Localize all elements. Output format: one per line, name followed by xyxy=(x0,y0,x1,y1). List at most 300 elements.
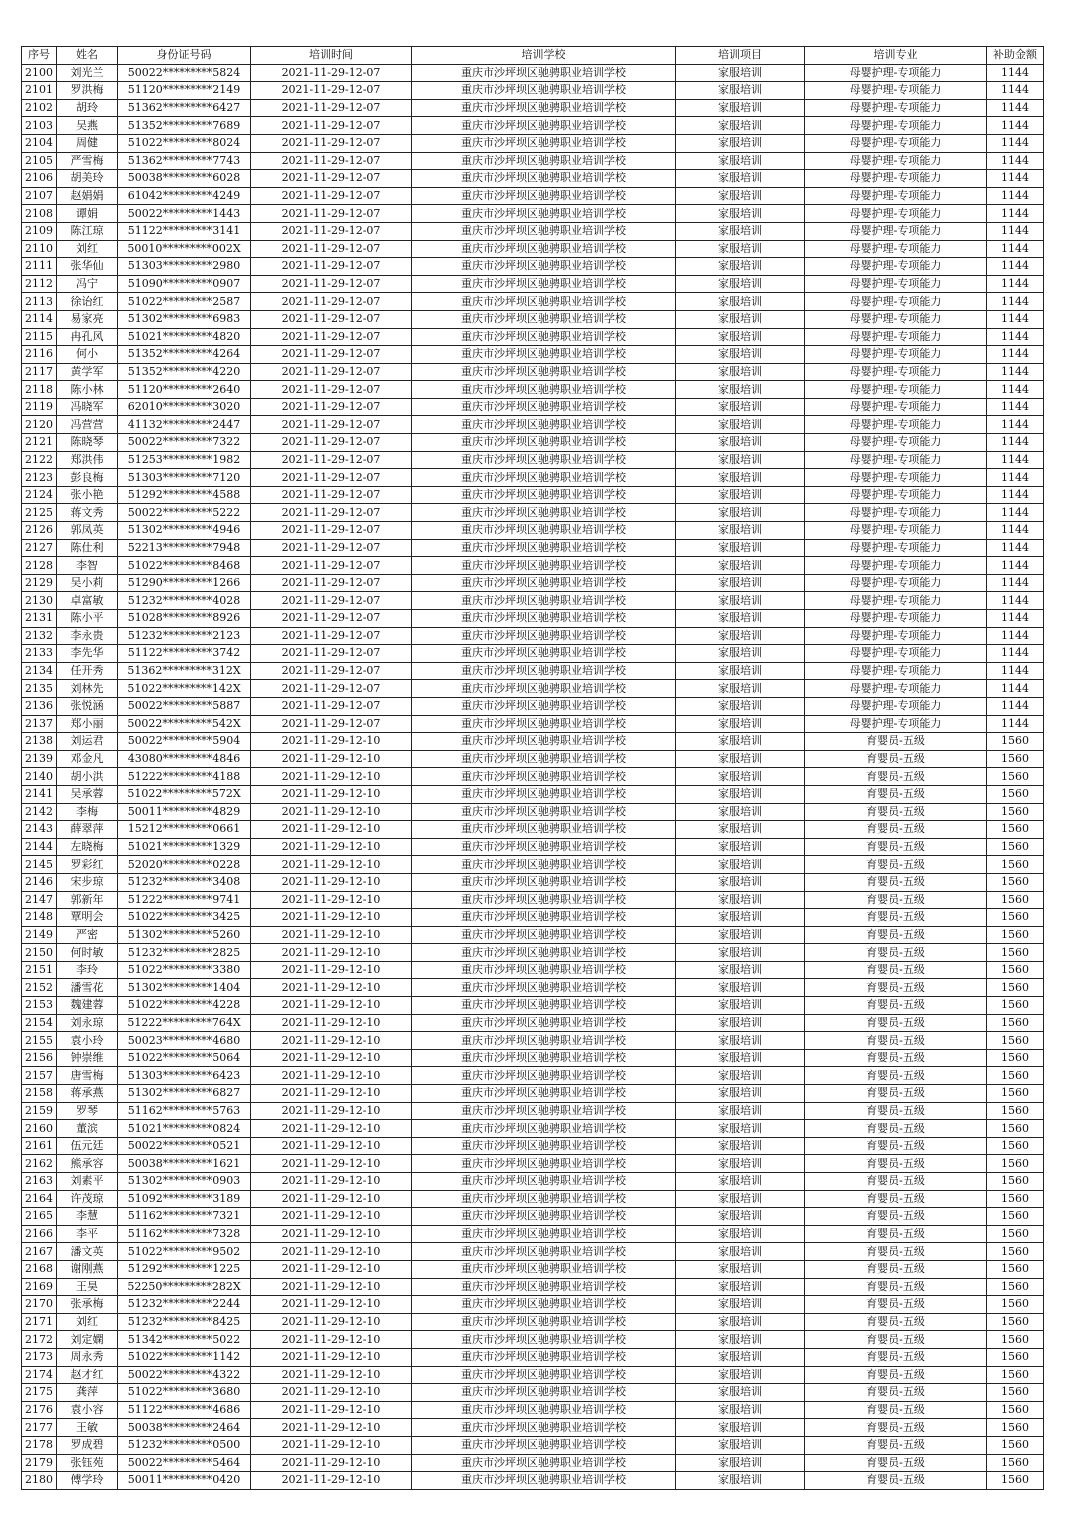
cell-index: 2120 xyxy=(22,416,57,434)
cell-name: 宋步琼 xyxy=(57,873,118,891)
cell-training-school: 重庆市沙坪坝区驰骋职业培训学校 xyxy=(412,610,676,628)
cell-name: 刘运君 xyxy=(57,733,118,751)
table-row xyxy=(22,205,1044,223)
cell-training-school: 重庆市沙坪坝区驰骋职业培训学校 xyxy=(412,680,676,698)
cell-training-project: 家服培训 xyxy=(676,1296,805,1314)
cell-id-number: 51253*********1982 xyxy=(118,451,251,469)
cell-training-major: 育婴员-五级 xyxy=(805,1419,987,1437)
cell-training-major: 育婴员-五级 xyxy=(805,1120,987,1138)
cell-training-major: 母婴护理-专项能力 xyxy=(805,522,987,540)
cell-id-number: 51303*********7120 xyxy=(118,469,251,487)
cell-training-school: 重庆市沙坪坝区驰骋职业培训学校 xyxy=(412,1384,676,1402)
cell-name: 郑小丽 xyxy=(57,715,118,733)
cell-index: 2180 xyxy=(22,1472,57,1490)
table-row xyxy=(22,1137,1044,1155)
cell-name: 卓富敏 xyxy=(57,592,118,610)
cell-training-school: 重庆市沙坪坝区驰骋职业培训学校 xyxy=(412,1296,676,1314)
cell-training-project: 家服培训 xyxy=(676,363,805,381)
cell-training-school: 重庆市沙坪坝区驰骋职业培训学校 xyxy=(412,645,676,663)
header-training-major: 培训专业 xyxy=(805,47,987,65)
cell-training-project: 家服培训 xyxy=(676,99,805,117)
cell-training-project: 家服培训 xyxy=(676,1173,805,1191)
cell-subsidy-amount: 1560 xyxy=(987,1401,1044,1419)
cell-training-major: 育婴员-五级 xyxy=(805,909,987,927)
cell-training-project: 家服培训 xyxy=(676,838,805,856)
cell-subsidy-amount: 1560 xyxy=(987,1173,1044,1191)
cell-subsidy-amount: 1560 xyxy=(987,1296,1044,1314)
table-row xyxy=(22,574,1044,592)
cell-id-number: 51362*********7743 xyxy=(118,152,251,170)
cell-name: 冯晓军 xyxy=(57,398,118,416)
cell-index: 2177 xyxy=(22,1419,57,1437)
cell-training-time: 2021-11-29-12-07 xyxy=(251,363,412,381)
cell-index: 2121 xyxy=(22,434,57,452)
cell-training-project: 家服培训 xyxy=(676,1155,805,1173)
cell-id-number: 51302*********0903 xyxy=(118,1173,251,1191)
cell-training-major: 母婴护理-专项能力 xyxy=(805,715,987,733)
cell-training-project: 家服培训 xyxy=(676,1436,805,1454)
table-row xyxy=(22,909,1044,927)
cell-training-project: 家服培训 xyxy=(676,715,805,733)
cell-subsidy-amount: 1560 xyxy=(987,803,1044,821)
cell-name: 谭娟 xyxy=(57,205,118,223)
table-row xyxy=(22,275,1044,293)
cell-id-number: 51022*********8024 xyxy=(118,134,251,152)
cell-name: 李平 xyxy=(57,1225,118,1243)
cell-training-major: 母婴护理-专项能力 xyxy=(805,592,987,610)
cell-index: 2154 xyxy=(22,1014,57,1032)
cell-name: 吴承蓉 xyxy=(57,785,118,803)
cell-training-project: 家服培训 xyxy=(676,346,805,364)
cell-training-project: 家服培训 xyxy=(676,381,805,399)
cell-index: 2152 xyxy=(22,979,57,997)
cell-training-time: 2021-11-29-12-07 xyxy=(251,522,412,540)
cell-training-project: 家服培训 xyxy=(676,733,805,751)
cell-training-time: 2021-11-29-12-07 xyxy=(251,610,412,628)
cell-index: 2147 xyxy=(22,891,57,909)
cell-training-time: 2021-11-29-12-07 xyxy=(251,434,412,452)
cell-subsidy-amount: 1144 xyxy=(987,715,1044,733)
cell-id-number: 51222*********764X xyxy=(118,1014,251,1032)
cell-subsidy-amount: 1560 xyxy=(987,1419,1044,1437)
cell-training-project: 家服培训 xyxy=(676,856,805,874)
cell-training-major: 育婴员-五级 xyxy=(805,1296,987,1314)
cell-training-school: 重庆市沙坪坝区驰骋职业培训学校 xyxy=(412,1454,676,1472)
cell-training-school: 重庆市沙坪坝区驰骋职业培训学校 xyxy=(412,504,676,522)
cell-subsidy-amount: 1560 xyxy=(987,1102,1044,1120)
cell-training-school: 重庆市沙坪坝区驰骋职业培训学校 xyxy=(412,275,676,293)
table-row xyxy=(22,258,1044,276)
cell-subsidy-amount: 1560 xyxy=(987,1472,1044,1490)
cell-training-major: 母婴护理-专项能力 xyxy=(805,451,987,469)
cell-training-time: 2021-11-29-12-07 xyxy=(251,504,412,522)
table-row xyxy=(22,1296,1044,1314)
cell-index: 2175 xyxy=(22,1384,57,1402)
cell-training-school: 重庆市沙坪坝区驰骋职业培训学校 xyxy=(412,961,676,979)
cell-name: 周健 xyxy=(57,134,118,152)
cell-id-number: 51303*********6423 xyxy=(118,1067,251,1085)
cell-subsidy-amount: 1560 xyxy=(987,733,1044,751)
table-row xyxy=(22,873,1044,891)
table-row xyxy=(22,1243,1044,1261)
cell-id-number: 50022*********4322 xyxy=(118,1366,251,1384)
table-row xyxy=(22,398,1044,416)
cell-id-number: 51232*********3408 xyxy=(118,873,251,891)
cell-training-school: 重庆市沙坪坝区驰骋职业培训学校 xyxy=(412,82,676,100)
cell-training-school: 重庆市沙坪坝区驰骋职业培训学校 xyxy=(412,1401,676,1419)
cell-subsidy-amount: 1560 xyxy=(987,1366,1044,1384)
cell-index: 2106 xyxy=(22,170,57,188)
cell-subsidy-amount: 1560 xyxy=(987,1120,1044,1138)
cell-subsidy-amount: 1144 xyxy=(987,592,1044,610)
cell-subsidy-amount: 1144 xyxy=(987,504,1044,522)
cell-index: 2126 xyxy=(22,522,57,540)
cell-training-school: 重庆市沙坪坝区驰骋职业培训学校 xyxy=(412,1313,676,1331)
cell-id-number: 51022*********4228 xyxy=(118,997,251,1015)
cell-training-school: 重庆市沙坪坝区驰骋职业培训学校 xyxy=(412,293,676,311)
cell-id-number: 51232*********4028 xyxy=(118,592,251,610)
cell-name: 潘文英 xyxy=(57,1243,118,1261)
cell-index: 2167 xyxy=(22,1243,57,1261)
cell-training-time: 2021-11-29-12-10 xyxy=(251,1014,412,1032)
cell-subsidy-amount: 1560 xyxy=(987,997,1044,1015)
cell-training-project: 家服培训 xyxy=(676,1049,805,1067)
cell-training-major: 母婴护理-专项能力 xyxy=(805,486,987,504)
table-row xyxy=(22,504,1044,522)
cell-training-project: 家服培训 xyxy=(676,1120,805,1138)
table-row xyxy=(22,610,1044,628)
cell-training-major: 母婴护理-专项能力 xyxy=(805,697,987,715)
cell-name: 彭良梅 xyxy=(57,469,118,487)
cell-id-number: 51092*********3189 xyxy=(118,1190,251,1208)
cell-name: 许茂琼 xyxy=(57,1190,118,1208)
cell-training-school: 重庆市沙坪坝区驰骋职业培训学校 xyxy=(412,1366,676,1384)
table-row xyxy=(22,522,1044,540)
table-row xyxy=(22,997,1044,1015)
cell-index: 2150 xyxy=(22,944,57,962)
cell-id-number: 50022*********0521 xyxy=(118,1137,251,1155)
cell-training-school: 重庆市沙坪坝区驰骋职业培训学校 xyxy=(412,416,676,434)
cell-name: 吴燕 xyxy=(57,117,118,135)
table-row xyxy=(22,1260,1044,1278)
header-id-number: 身份证号码 xyxy=(118,47,251,65)
cell-id-number: 50022*********542X xyxy=(118,715,251,733)
cell-id-number: 51022*********8468 xyxy=(118,557,251,575)
cell-training-time: 2021-11-29-12-10 xyxy=(251,1278,412,1296)
cell-training-school: 重庆市沙坪坝区驰骋职业培训学校 xyxy=(412,152,676,170)
cell-index: 2124 xyxy=(22,486,57,504)
cell-index: 2164 xyxy=(22,1190,57,1208)
cell-training-major: 育婴员-五级 xyxy=(805,979,987,997)
cell-training-time: 2021-11-29-12-07 xyxy=(251,469,412,487)
cell-training-project: 家服培训 xyxy=(676,1331,805,1349)
cell-training-school: 重庆市沙坪坝区驰骋职业培训学校 xyxy=(412,346,676,364)
cell-index: 2118 xyxy=(22,381,57,399)
cell-training-time: 2021-11-29-12-10 xyxy=(251,1067,412,1085)
table-row xyxy=(22,328,1044,346)
cell-training-major: 育婴员-五级 xyxy=(805,1348,987,1366)
cell-training-major: 母婴护理-专项能力 xyxy=(805,363,987,381)
cell-training-project: 家服培训 xyxy=(676,469,805,487)
cell-training-major: 育婴员-五级 xyxy=(805,1208,987,1226)
cell-training-project: 家服培训 xyxy=(676,961,805,979)
cell-name: 冉孔风 xyxy=(57,328,118,346)
cell-training-time: 2021-11-29-12-07 xyxy=(251,187,412,205)
cell-training-project: 家服培训 xyxy=(676,979,805,997)
cell-training-time: 2021-11-29-12-07 xyxy=(251,486,412,504)
cell-training-project: 家服培训 xyxy=(676,926,805,944)
cell-training-time: 2021-11-29-12-07 xyxy=(251,240,412,258)
cell-subsidy-amount: 1560 xyxy=(987,1260,1044,1278)
cell-training-major: 育婴员-五级 xyxy=(805,1331,987,1349)
cell-training-time: 2021-11-29-12-07 xyxy=(251,170,412,188)
cell-training-project: 家服培训 xyxy=(676,750,805,768)
cell-subsidy-amount: 1560 xyxy=(987,1085,1044,1103)
cell-training-school: 重庆市沙坪坝区驰骋职业培训学校 xyxy=(412,522,676,540)
cell-training-project: 家服培训 xyxy=(676,293,805,311)
cell-training-project: 家服培训 xyxy=(676,486,805,504)
table-row xyxy=(22,363,1044,381)
cell-training-time: 2021-11-29-12-10 xyxy=(251,1120,412,1138)
cell-index: 2115 xyxy=(22,328,57,346)
cell-id-number: 62010*********3020 xyxy=(118,398,251,416)
cell-training-major: 育婴员-五级 xyxy=(805,785,987,803)
cell-training-project: 家服培训 xyxy=(676,1085,805,1103)
cell-id-number: 51302*********5260 xyxy=(118,926,251,944)
cell-subsidy-amount: 1560 xyxy=(987,944,1044,962)
cell-training-project: 家服培训 xyxy=(676,258,805,276)
cell-training-time: 2021-11-29-12-07 xyxy=(251,592,412,610)
cell-id-number: 51162*********7321 xyxy=(118,1208,251,1226)
table-row xyxy=(22,891,1044,909)
cell-index: 2162 xyxy=(22,1155,57,1173)
cell-training-major: 育婴员-五级 xyxy=(805,1366,987,1384)
cell-training-time: 2021-11-29-12-10 xyxy=(251,1032,412,1050)
cell-subsidy-amount: 1144 xyxy=(987,170,1044,188)
cell-id-number: 51022*********9502 xyxy=(118,1243,251,1261)
cell-training-school: 重庆市沙坪坝区驰骋职业培训学校 xyxy=(412,1472,676,1490)
cell-id-number: 50038*********6028 xyxy=(118,170,251,188)
table-body xyxy=(22,64,1044,1489)
cell-training-time: 2021-11-29-12-07 xyxy=(251,346,412,364)
cell-name: 李慧 xyxy=(57,1208,118,1226)
cell-training-major: 母婴护理-专项能力 xyxy=(805,346,987,364)
cell-subsidy-amount: 1560 xyxy=(987,979,1044,997)
cell-training-time: 2021-11-29-12-10 xyxy=(251,785,412,803)
cell-name: 陈仕利 xyxy=(57,539,118,557)
cell-subsidy-amount: 1144 xyxy=(987,187,1044,205)
cell-index: 2103 xyxy=(22,117,57,135)
cell-training-major: 育婴员-五级 xyxy=(805,1225,987,1243)
cell-training-major: 母婴护理-专项能力 xyxy=(805,469,987,487)
cell-training-major: 育婴员-五级 xyxy=(805,1436,987,1454)
cell-index: 2138 xyxy=(22,733,57,751)
cell-subsidy-amount: 1144 xyxy=(987,697,1044,715)
cell-subsidy-amount: 1560 xyxy=(987,909,1044,927)
cell-training-major: 育婴员-五级 xyxy=(805,733,987,751)
table-row xyxy=(22,680,1044,698)
cell-id-number: 50022*********5904 xyxy=(118,733,251,751)
cell-training-time: 2021-11-29-12-07 xyxy=(251,222,412,240)
cell-subsidy-amount: 1560 xyxy=(987,1384,1044,1402)
cell-training-school: 重庆市沙坪坝区驰骋职业培训学校 xyxy=(412,557,676,575)
cell-training-project: 家服培训 xyxy=(676,891,805,909)
cell-training-time: 2021-11-29-12-07 xyxy=(251,328,412,346)
table-row xyxy=(22,82,1044,100)
cell-training-project: 家服培训 xyxy=(676,557,805,575)
cell-id-number: 50022*********5464 xyxy=(118,1454,251,1472)
cell-training-major: 育婴员-五级 xyxy=(805,891,987,909)
cell-id-number: 51022*********3680 xyxy=(118,1384,251,1402)
cell-name: 刘林先 xyxy=(57,680,118,698)
cell-training-project: 家服培训 xyxy=(676,205,805,223)
cell-name: 任开秀 xyxy=(57,662,118,680)
cell-subsidy-amount: 1144 xyxy=(987,64,1044,82)
cell-training-major: 育婴员-五级 xyxy=(805,1384,987,1402)
cell-training-major: 母婴护理-专项能力 xyxy=(805,310,987,328)
cell-subsidy-amount: 1560 xyxy=(987,926,1044,944)
cell-training-major: 母婴护理-专项能力 xyxy=(805,398,987,416)
cell-index: 2130 xyxy=(22,592,57,610)
cell-training-project: 家服培训 xyxy=(676,821,805,839)
cell-name: 袁小容 xyxy=(57,1401,118,1419)
cell-id-number: 51302*********1404 xyxy=(118,979,251,997)
cell-training-school: 重庆市沙坪坝区驰骋职业培训学校 xyxy=(412,205,676,223)
cell-training-project: 家服培训 xyxy=(676,539,805,557)
cell-index: 2127 xyxy=(22,539,57,557)
cell-name: 黄学军 xyxy=(57,363,118,381)
cell-training-school: 重庆市沙坪坝区驰骋职业培训学校 xyxy=(412,733,676,751)
cell-training-time: 2021-11-29-12-10 xyxy=(251,909,412,927)
cell-index: 2169 xyxy=(22,1278,57,1296)
cell-name: 袁小玲 xyxy=(57,1032,118,1050)
cell-training-major: 母婴护理-专项能力 xyxy=(805,258,987,276)
cell-training-school: 重庆市沙坪坝区驰骋职业培训学校 xyxy=(412,240,676,258)
cell-training-project: 家服培训 xyxy=(676,873,805,891)
cell-training-major: 育婴员-五级 xyxy=(805,856,987,874)
cell-id-number: 51022*********2587 xyxy=(118,293,251,311)
cell-subsidy-amount: 1144 xyxy=(987,398,1044,416)
cell-training-time: 2021-11-29-12-07 xyxy=(251,381,412,399)
table-row xyxy=(22,838,1044,856)
cell-training-major: 育婴员-五级 xyxy=(805,873,987,891)
table-row xyxy=(22,1155,1044,1173)
cell-id-number: 51292*********1225 xyxy=(118,1260,251,1278)
cell-id-number: 51302*********6983 xyxy=(118,310,251,328)
cell-index: 2137 xyxy=(22,715,57,733)
cell-training-project: 家服培训 xyxy=(676,222,805,240)
cell-subsidy-amount: 1144 xyxy=(987,469,1044,487)
cell-training-time: 2021-11-29-12-10 xyxy=(251,733,412,751)
cell-subsidy-amount: 1560 xyxy=(987,1190,1044,1208)
cell-index: 2101 xyxy=(22,82,57,100)
cell-subsidy-amount: 1144 xyxy=(987,486,1044,504)
cell-training-project: 家服培训 xyxy=(676,170,805,188)
cell-name: 罗成碧 xyxy=(57,1436,118,1454)
cell-subsidy-amount: 1144 xyxy=(987,627,1044,645)
cell-subsidy-amount: 1144 xyxy=(987,134,1044,152)
cell-training-major: 母婴护理-专项能力 xyxy=(805,240,987,258)
cell-training-major: 育婴员-五级 xyxy=(805,1102,987,1120)
cell-training-major: 育婴员-五级 xyxy=(805,1155,987,1173)
cell-name: 刘定嫻 xyxy=(57,1331,118,1349)
cell-name: 潘雪花 xyxy=(57,979,118,997)
table-row xyxy=(22,1366,1044,1384)
table-row xyxy=(22,785,1044,803)
table-row xyxy=(22,310,1044,328)
cell-id-number: 51021*********0824 xyxy=(118,1120,251,1138)
cell-training-time: 2021-11-29-12-10 xyxy=(251,1348,412,1366)
cell-training-major: 育婴员-五级 xyxy=(805,1472,987,1490)
cell-training-project: 家服培训 xyxy=(676,1014,805,1032)
cell-subsidy-amount: 1144 xyxy=(987,610,1044,628)
cell-training-project: 家服培训 xyxy=(676,645,805,663)
cell-training-school: 重庆市沙坪坝区驰骋职业培训学校 xyxy=(412,926,676,944)
table-row xyxy=(22,697,1044,715)
cell-name: 刘素平 xyxy=(57,1173,118,1191)
cell-training-school: 重庆市沙坪坝区驰骋职业培训学校 xyxy=(412,944,676,962)
cell-training-school: 重庆市沙坪坝区驰骋职业培训学校 xyxy=(412,1067,676,1085)
cell-training-time: 2021-11-29-12-10 xyxy=(251,1137,412,1155)
cell-id-number: 50011*********0420 xyxy=(118,1472,251,1490)
cell-training-project: 家服培训 xyxy=(676,64,805,82)
cell-training-project: 家服培训 xyxy=(676,997,805,1015)
cell-id-number: 50022*********5887 xyxy=(118,697,251,715)
cell-id-number: 51122*********4686 xyxy=(118,1401,251,1419)
cell-training-major: 母婴护理-专项能力 xyxy=(805,82,987,100)
cell-index: 2141 xyxy=(22,785,57,803)
cell-name: 李先华 xyxy=(57,645,118,663)
cell-id-number: 51352*********4264 xyxy=(118,346,251,364)
cell-training-school: 重庆市沙坪坝区驰骋职业培训学校 xyxy=(412,979,676,997)
cell-training-major: 母婴护理-专项能力 xyxy=(805,293,987,311)
cell-index: 2142 xyxy=(22,803,57,821)
table-row xyxy=(22,768,1044,786)
cell-name: 钟崇维 xyxy=(57,1049,118,1067)
cell-index: 2135 xyxy=(22,680,57,698)
cell-id-number: 15212*********0661 xyxy=(118,821,251,839)
cell-index: 2132 xyxy=(22,627,57,645)
cell-training-major: 母婴护理-专项能力 xyxy=(805,187,987,205)
cell-training-school: 重庆市沙坪坝区驰骋职业培训学校 xyxy=(412,1102,676,1120)
cell-training-major: 母婴护理-专项能力 xyxy=(805,557,987,575)
cell-id-number: 51302*********6827 xyxy=(118,1085,251,1103)
cell-name: 郑洪伟 xyxy=(57,451,118,469)
cell-training-major: 母婴护理-专项能力 xyxy=(805,117,987,135)
table-row xyxy=(22,1032,1044,1050)
cell-index: 2104 xyxy=(22,134,57,152)
cell-subsidy-amount: 1144 xyxy=(987,557,1044,575)
cell-training-time: 2021-11-29-12-07 xyxy=(251,310,412,328)
cell-index: 2109 xyxy=(22,222,57,240)
cell-training-school: 重庆市沙坪坝区驰骋职业培训学校 xyxy=(412,891,676,909)
cell-index: 2145 xyxy=(22,856,57,874)
table-row xyxy=(22,1085,1044,1103)
cell-training-time: 2021-11-29-12-10 xyxy=(251,803,412,821)
cell-training-major: 育婴员-五级 xyxy=(805,838,987,856)
cell-training-project: 家服培训 xyxy=(676,1278,805,1296)
cell-id-number: 61042*********4249 xyxy=(118,187,251,205)
cell-training-project: 家服培训 xyxy=(676,909,805,927)
cell-training-project: 家服培训 xyxy=(676,398,805,416)
cell-name: 李玲 xyxy=(57,961,118,979)
cell-training-time: 2021-11-29-12-07 xyxy=(251,152,412,170)
cell-training-major: 母婴护理-专项能力 xyxy=(805,99,987,117)
cell-training-major: 育婴员-五级 xyxy=(805,803,987,821)
cell-training-school: 重庆市沙坪坝区驰骋职业培训学校 xyxy=(412,1436,676,1454)
cell-subsidy-amount: 1560 xyxy=(987,1208,1044,1226)
table-row xyxy=(22,1348,1044,1366)
